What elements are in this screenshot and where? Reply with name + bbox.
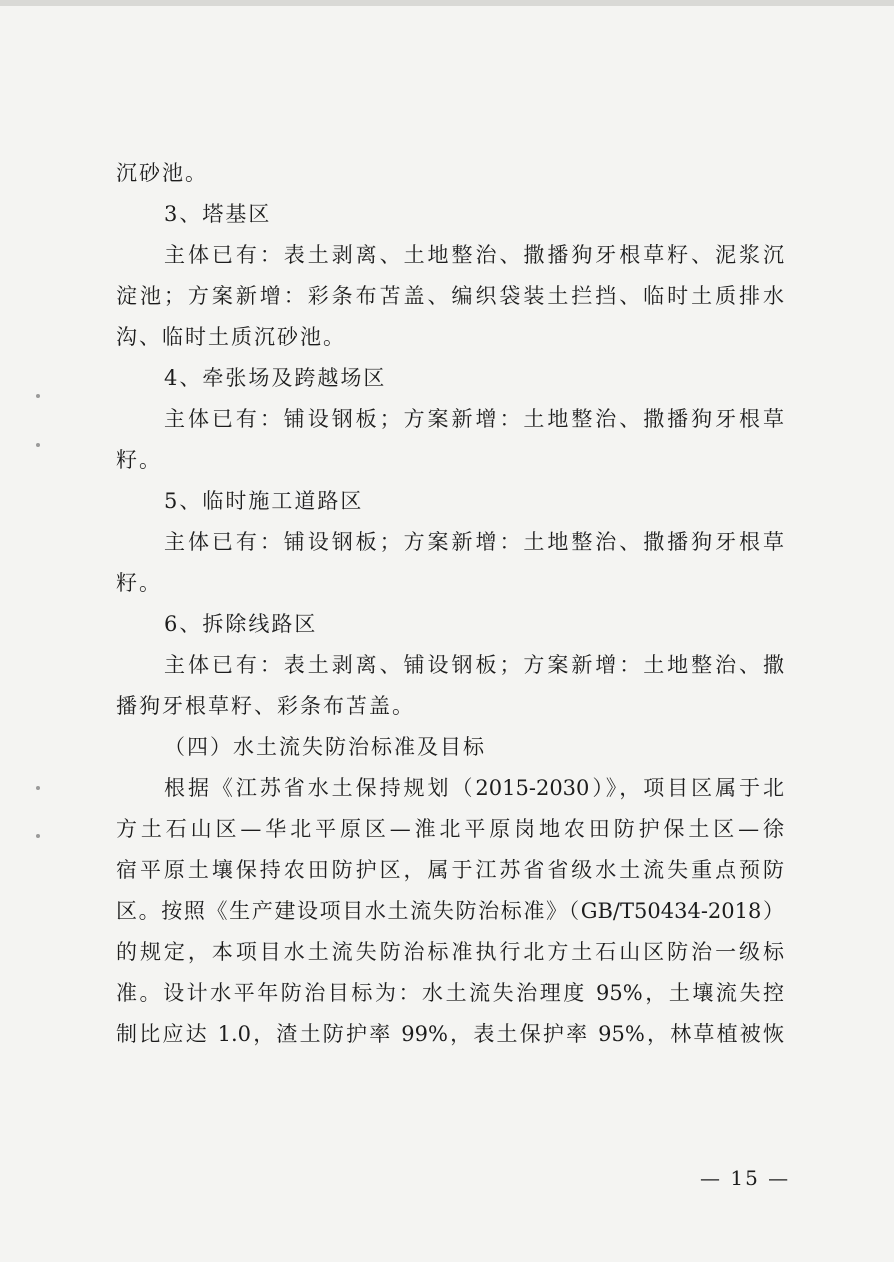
text-line: 区。按照《生产建设项目水土流失防治标准》（GB/T50434-2018）: [116, 899, 784, 923]
scan-speck: [36, 394, 40, 398]
text-line: 播狗牙根草籽、彩条布苫盖。: [116, 694, 415, 718]
section-heading: 4、牵张场及跨越场区: [164, 366, 387, 390]
text-line: 准。设计水平年防治目标为：水土流失治理度 95%，土壤流失控: [116, 981, 784, 1005]
section-heading: 5、临时施工道路区: [164, 489, 364, 513]
text-line: 淀池；方案新增：彩条布苫盖、编织袋装土拦挡、临时土质排水: [116, 284, 784, 308]
page-number: — 15 —: [700, 1166, 791, 1190]
text-line: 主体已有：铺设钢板；方案新增：土地整治、撒播狗牙根草: [164, 530, 784, 554]
text-line: 主体已有：表土剥离、土地整治、撒播狗牙根草籽、泥浆沉: [164, 243, 784, 267]
text-line: 制比应达 1.0，渣土防护率 99%，表土保护率 95%，林草植被恢: [116, 1022, 784, 1046]
text-line: 宿平原土壤保持农田防护区，属于江苏省省级水土流失重点预防: [116, 858, 784, 882]
scan-edge: [0, 0, 894, 6]
text-line: 沟、临时土质沉砂池。: [116, 325, 346, 349]
section-heading: （四）水土流失防治标准及目标: [164, 735, 486, 759]
document-body: [116, 158, 784, 1060]
text-line: 籽。: [116, 448, 162, 472]
text-line: 沉砂池。: [116, 161, 208, 185]
text-line: 的规定，本项目水土流失防治标准执行北方土石山区防治一级标: [116, 940, 784, 964]
section-heading: 3、塔基区: [164, 202, 272, 226]
text-line: 主体已有：铺设钢板；方案新增：土地整治、撒播狗牙根草: [164, 407, 784, 431]
text-line: 方土石山区—华北平原区—淮北平原岗地农田防护保土区—徐: [116, 817, 784, 841]
section-heading: 6、拆除线路区: [164, 612, 318, 636]
text-line: 主体已有：表土剥离、铺设钢板；方案新增：土地整治、撒: [164, 653, 784, 677]
scan-speck: [36, 786, 40, 790]
scan-speck: [36, 443, 40, 447]
text-line: 根据《江苏省水土保持规划（2015-2030）》，项目区属于北: [164, 776, 784, 800]
text-line: 籽。: [116, 571, 162, 595]
scan-speck: [36, 834, 40, 838]
